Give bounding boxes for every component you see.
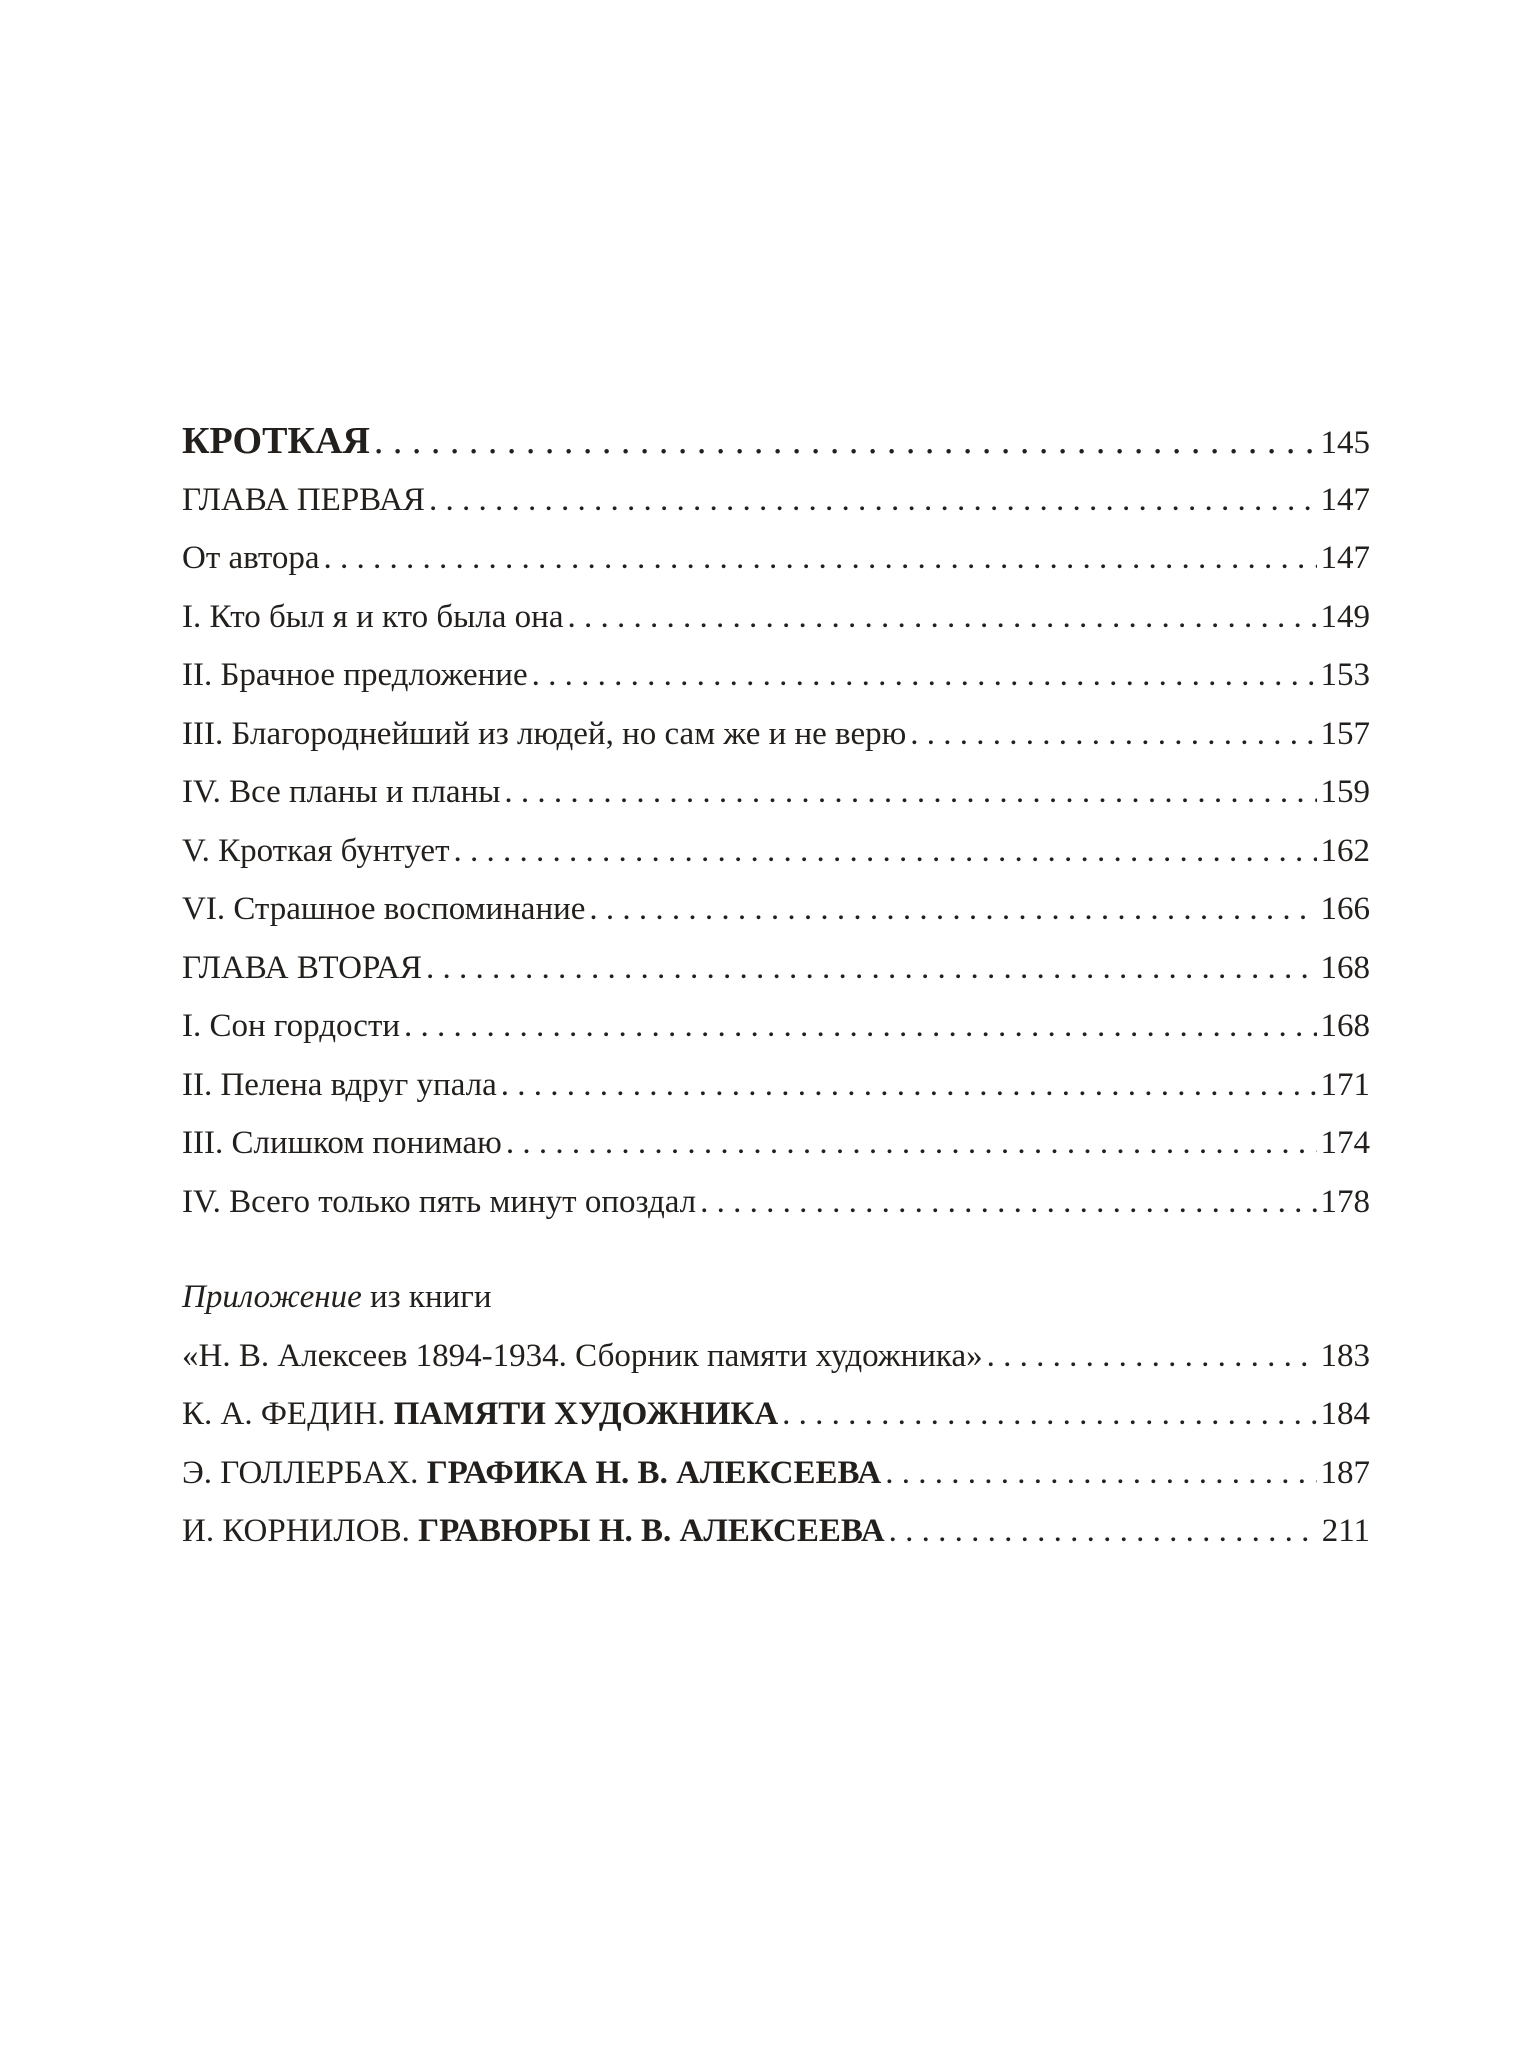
toc-entry[interactable] [182, 646, 1370, 705]
toc-entry-page: 147 [1320, 540, 1370, 576]
toc-entry[interactable] [182, 705, 1370, 764]
toc-entry-label: IV. Всего только пять минут опоздал [182, 1183, 697, 1220]
appendix-article-entry[interactable] [182, 1444, 1370, 1503]
appendix-heading-italic: Приложение [182, 1279, 362, 1315]
leader-dots [504, 763, 1316, 822]
toc-entry-page: 171 [1320, 1066, 1370, 1103]
toc-entry-label [182, 1502, 885, 1561]
toc-entry-page: 159 [1320, 774, 1370, 810]
leader-dots [910, 705, 1316, 764]
appendix-section [182, 1268, 1370, 1561]
toc-entry[interactable] [182, 588, 1370, 647]
toc-entry[interactable] [182, 997, 1370, 1056]
leader-dots [987, 1327, 1317, 1386]
toc-entry[interactable] [182, 763, 1370, 822]
toc-entry[interactable] [182, 1056, 1370, 1115]
toc-entry-label: «Н. В. Алексеев 1894-1934. Сборник памяти художника» [182, 1337, 983, 1374]
toc-entry[interactable] [182, 822, 1370, 881]
toc-entry-label: I. Сон гордости [182, 1008, 401, 1044]
toc-entry-label: III. Слишком понимаю [182, 1125, 502, 1161]
appendix-heading-rest: из книги [361, 1279, 492, 1315]
toc-entry[interactable] [182, 471, 1370, 530]
article-title: ГРАФИКА Н. В. АЛЕКСЕЕВА [426, 1454, 882, 1491]
toc-entry-page: 147 [1320, 481, 1370, 518]
toc-entry-label [182, 1444, 881, 1503]
toc-entry-label: I. Кто был я и кто была она [182, 598, 564, 635]
leader-dots [506, 1114, 1317, 1173]
toc-entry-page: 187 [1320, 1454, 1370, 1491]
article-author: И. КОРНИЛОВ. [182, 1513, 419, 1549]
leader-dots [700, 1173, 1316, 1232]
appendix-book-entry[interactable] [182, 1327, 1370, 1386]
leader-dots [324, 529, 1317, 588]
leader-dots [454, 822, 1317, 881]
toc-entry-page: 168 [1320, 949, 1370, 986]
toc-entry-page: 183 [1320, 1337, 1370, 1374]
article-title: ГРАВЮРЫ Н. В. АЛЕКСЕЕВА [418, 1513, 885, 1549]
leader-dots [567, 588, 1316, 647]
leader-dots [404, 997, 1316, 1056]
leader-dots [426, 939, 1317, 998]
leader-dots [889, 1502, 1318, 1561]
toc-entry-label [182, 1385, 778, 1444]
toc-entry-label: ГЛАВА ВТОРАЯ [182, 949, 422, 986]
toc-entry-page: 168 [1320, 1008, 1370, 1044]
toc-entry[interactable] [182, 1173, 1370, 1232]
toc-entry-page: 149 [1320, 598, 1370, 635]
article-author: К. А. ФЕДИН. [182, 1396, 394, 1432]
leader-dots [885, 1444, 1316, 1503]
toc-entry-page: 174 [1320, 1125, 1370, 1161]
toc-entry-label: III. Благороднейший из людей, но сам же и не верю [182, 715, 907, 752]
toc-entry-title[interactable] [182, 412, 1370, 471]
toc-entry-page: 211 [1321, 1513, 1370, 1549]
appendix-heading [182, 1268, 1370, 1327]
leader-dots [429, 471, 1317, 530]
toc-entry-page: 178 [1320, 1183, 1370, 1220]
toc-entry-label: IV. Все планы и планы [182, 774, 501, 810]
leader-dots [782, 1385, 1316, 1444]
article-author: Э. ГОЛЛЕРБАХ. [182, 1454, 427, 1491]
appendix-article-entry[interactable] [182, 1385, 1370, 1444]
toc-entry-label: II. Пелена вдруг упала [182, 1066, 497, 1103]
toc-entry[interactable] [182, 529, 1370, 588]
leader-dots [501, 1056, 1317, 1115]
toc-entry[interactable] [182, 880, 1370, 939]
toc-entry-label: КРОТКАЯ [182, 420, 370, 462]
toc-entry-label: От автора [182, 540, 320, 576]
appendix-article-entry[interactable] [182, 1502, 1370, 1561]
table-of-contents [182, 412, 1370, 1231]
toc-entry-page: 166 [1320, 891, 1370, 927]
toc-entry-page: 157 [1320, 715, 1370, 752]
toc-entry-label: V. Кроткая бунтует [182, 832, 450, 869]
leader-dots [374, 412, 1317, 471]
toc-entry-label: II. Брачное предложение [182, 657, 528, 693]
toc-entry-page: 145 [1320, 425, 1370, 461]
toc-entry-page: 184 [1320, 1396, 1370, 1432]
leader-dots [532, 646, 1317, 705]
toc-entry-page: 162 [1320, 832, 1370, 869]
toc-entry[interactable] [182, 939, 1370, 998]
toc-entry-label: VI. Страшное воспоминание [182, 891, 586, 927]
toc-entry[interactable] [182, 1114, 1370, 1173]
leader-dots [589, 880, 1316, 939]
toc-entry-label: ГЛАВА ПЕРВАЯ [182, 481, 425, 518]
article-title: ПАМЯТИ ХУДОЖНИКА [393, 1396, 779, 1432]
toc-entry-page: 153 [1320, 657, 1370, 693]
